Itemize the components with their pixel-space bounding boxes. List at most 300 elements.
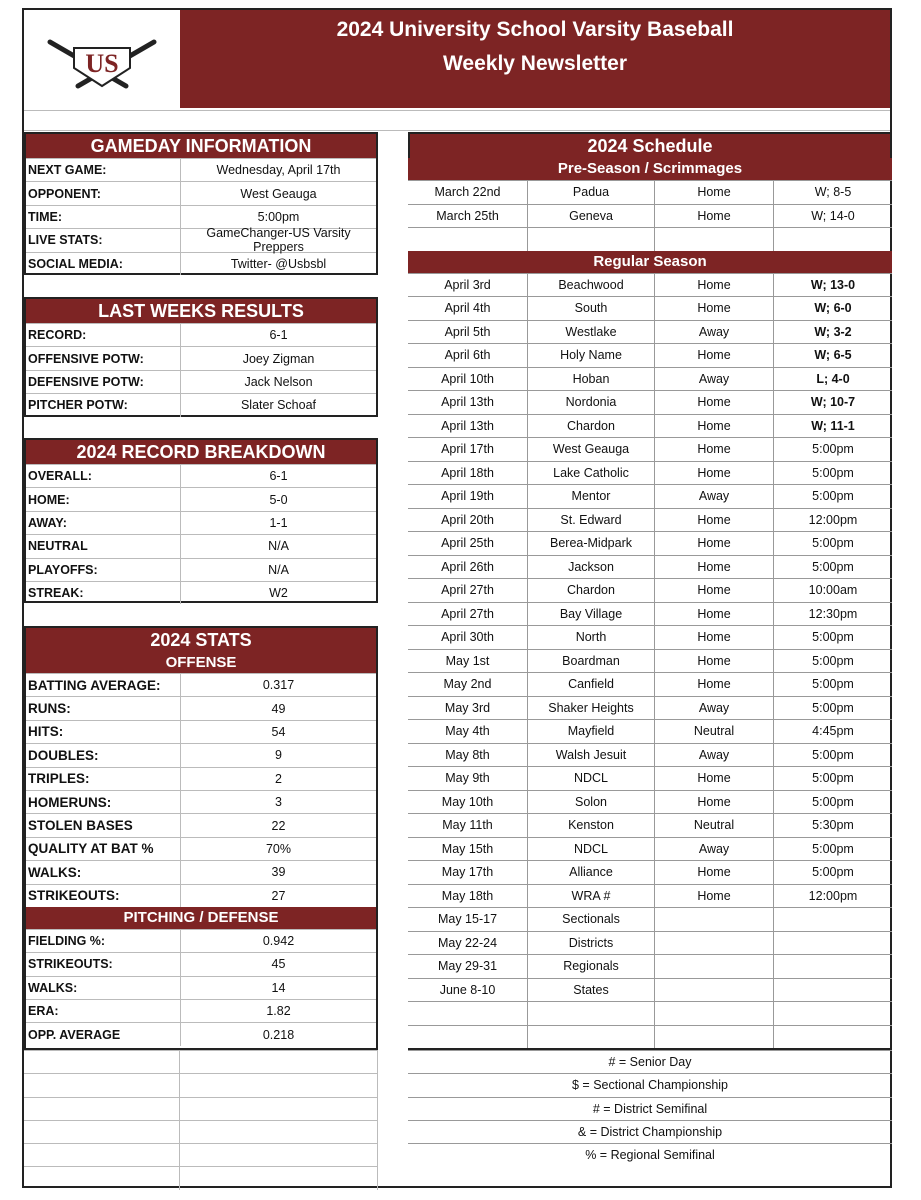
info-label: HOMERUNS: xyxy=(26,791,181,813)
game-result: 5:00pm xyxy=(812,794,854,809)
info-value: West Geauga xyxy=(240,186,317,201)
info-row xyxy=(26,884,376,907)
game-date: April 27th xyxy=(408,579,528,602)
info-value: 6-1 xyxy=(269,328,288,343)
logo-panel xyxy=(24,10,181,108)
game-date: April 10th xyxy=(408,368,528,391)
game-result xyxy=(774,228,892,251)
gameday-panel xyxy=(24,132,378,275)
info-row xyxy=(26,511,376,534)
schedule-row xyxy=(408,719,892,743)
info-label: RUNS: xyxy=(26,697,181,719)
game-opponent: Canfield xyxy=(528,673,655,696)
schedule-row xyxy=(408,273,892,297)
info-value: Wednesday, April 17th xyxy=(216,163,341,178)
game-date: April 25th xyxy=(408,532,528,555)
info-value: 14 xyxy=(271,980,286,995)
schedule-row xyxy=(408,907,892,931)
game-date: April 20th xyxy=(408,509,528,532)
schedule-row xyxy=(408,555,892,579)
game-opponent: Shaker Heights xyxy=(528,697,655,720)
info-row xyxy=(26,558,376,581)
info-label: WALKS: xyxy=(26,977,181,999)
newsletter-subtitle: Weekly Newsletter xyxy=(442,52,628,75)
game-opponent: Chardon xyxy=(528,415,655,438)
info-value: Twitter- @Usbsbl xyxy=(230,256,327,271)
game-date: May 4th xyxy=(408,720,528,743)
info-row xyxy=(26,860,376,883)
info-row xyxy=(26,370,376,393)
game-opponent: Solon xyxy=(528,791,655,814)
info-value: 2 xyxy=(275,771,282,786)
game-result: 4:45pm xyxy=(812,724,854,739)
svg-text:US: US xyxy=(85,49,119,78)
info-label: FIELDING %: xyxy=(26,930,181,952)
game-date: May 15th xyxy=(408,838,528,861)
last-week-panel xyxy=(24,297,378,417)
info-value: N/A xyxy=(268,539,289,554)
schedule-row xyxy=(408,227,892,251)
game-result: W; 11-1 xyxy=(811,418,855,433)
preseason-title: Pre-Season / Scrimmages xyxy=(408,158,892,180)
schedule-row xyxy=(408,296,892,320)
info-row xyxy=(26,929,376,952)
game-date: May 10th xyxy=(408,791,528,814)
info-label: PLAYOFFS: xyxy=(26,559,181,581)
game-opponent: NDCL xyxy=(528,838,655,861)
legend-item: # = Senior Day xyxy=(408,1050,892,1073)
game-site: Home xyxy=(655,767,774,790)
info-value: 0.218 xyxy=(262,1027,295,1042)
info-row xyxy=(26,346,376,369)
info-label: STOLEN BASES xyxy=(26,814,181,836)
game-date: June 8-10 xyxy=(408,979,528,1002)
game-opponent: North xyxy=(528,626,655,649)
game-date: April 13th xyxy=(408,391,528,414)
info-value: 70% xyxy=(265,841,292,856)
info-label: NEUTRAL xyxy=(26,535,181,557)
game-date: April 30th xyxy=(408,626,528,649)
game-result: 5:00pm xyxy=(812,442,854,457)
info-value: 1.82 xyxy=(266,1004,291,1019)
game-result xyxy=(774,932,892,955)
game-date: April 4th xyxy=(408,297,528,320)
schedule-row xyxy=(408,484,892,508)
game-opponent: Sectionals xyxy=(528,908,655,931)
game-result: 5:00pm xyxy=(812,653,854,668)
game-site: Home xyxy=(655,297,774,320)
info-value: 27 xyxy=(271,888,286,903)
game-result: W; 6-0 xyxy=(814,301,852,316)
game-site xyxy=(655,1026,774,1049)
game-result: 5:00pm xyxy=(812,771,854,786)
info-row xyxy=(26,837,376,860)
game-site: Home xyxy=(655,556,774,579)
game-result: W; 13-0 xyxy=(810,277,856,292)
game-date: April 27th xyxy=(408,603,528,626)
info-label: BATTING AVERAGE: xyxy=(26,674,181,696)
info-label: WALKS: xyxy=(26,861,181,883)
info-label: STRIKEOUTS: xyxy=(26,953,181,975)
info-label: QUALITY AT BAT % xyxy=(26,838,181,860)
game-date: May 29-31 xyxy=(408,955,528,978)
game-opponent: Nordonia xyxy=(528,391,655,414)
game-opponent: States xyxy=(528,979,655,1002)
game-site: Home xyxy=(655,791,774,814)
game-site xyxy=(655,1002,774,1025)
schedule-row xyxy=(408,343,892,367)
info-row xyxy=(26,226,376,255)
legend-box xyxy=(408,1048,892,1166)
game-site: Home xyxy=(655,626,774,649)
game-site: Away xyxy=(655,321,774,344)
us-baseball-logo-icon xyxy=(24,10,180,108)
game-date xyxy=(408,1026,528,1049)
game-opponent: Holy Name xyxy=(528,344,655,367)
info-row xyxy=(26,743,376,766)
schedule-row xyxy=(408,320,892,344)
info-value: 3 xyxy=(275,795,282,810)
schedule-row xyxy=(408,931,892,955)
schedule-row xyxy=(408,790,892,814)
game-site xyxy=(655,955,774,978)
schedule-row xyxy=(408,414,892,438)
schedule-row xyxy=(408,649,892,673)
stats-title: 2024 STATS xyxy=(26,628,376,652)
info-value: Jack Nelson xyxy=(244,374,313,389)
game-opponent xyxy=(528,1002,655,1025)
info-label: PITCHER POTW: xyxy=(26,394,181,416)
game-opponent: Westlake xyxy=(528,321,655,344)
info-row xyxy=(26,464,376,487)
game-opponent: Padua xyxy=(528,181,655,204)
schedule-row xyxy=(408,531,892,555)
info-row xyxy=(26,487,376,510)
gameday-title: GAMEDAY INFORMATION xyxy=(26,134,376,158)
info-value: 6-1 xyxy=(269,469,288,484)
game-opponent: Chardon xyxy=(528,579,655,602)
record-breakdown-title: 2024 RECORD BREAKDOWN xyxy=(26,440,376,464)
info-row xyxy=(26,696,376,719)
game-date xyxy=(408,1002,528,1025)
schedule-row xyxy=(408,672,892,696)
game-result: 5:00pm xyxy=(812,559,854,574)
schedule-row xyxy=(408,367,892,391)
game-result xyxy=(774,1002,892,1025)
info-value: 39 xyxy=(271,865,286,880)
info-value: 5-0 xyxy=(269,492,288,507)
game-result: 5:00pm xyxy=(812,841,854,856)
info-row xyxy=(26,205,376,228)
info-label: SOCIAL MEDIA: xyxy=(26,253,181,275)
schedule-row xyxy=(408,1001,892,1025)
info-value: 54 xyxy=(271,724,286,739)
game-opponent: Mayfield xyxy=(528,720,655,743)
schedule-row xyxy=(408,578,892,602)
last-week-title: LAST WEEKS RESULTS xyxy=(26,299,376,323)
game-site: Home xyxy=(655,205,774,228)
info-label: OFFENSIVE POTW: xyxy=(26,347,181,369)
game-date: May 2nd xyxy=(408,673,528,696)
game-date: May 8th xyxy=(408,744,528,767)
info-row xyxy=(26,534,376,557)
game-result xyxy=(774,979,892,1002)
schedule-row xyxy=(408,837,892,861)
legend-item: $ = Sectional Championship xyxy=(408,1073,892,1096)
info-label: LIVE STATS: xyxy=(26,229,181,251)
schedule-row xyxy=(408,954,892,978)
schedule-title: 2024 Schedule xyxy=(408,132,892,158)
info-value: Joey Zigman xyxy=(242,351,315,366)
game-date: April 17th xyxy=(408,438,528,461)
game-date: April 3rd xyxy=(408,274,528,297)
legend-item: % = Regional Semifinal xyxy=(408,1143,892,1166)
divider xyxy=(24,130,890,131)
game-result: W; 10-7 xyxy=(810,395,856,410)
stats-panel xyxy=(24,626,378,1050)
info-label: RECORD: xyxy=(26,324,181,346)
game-result: 12:00pm xyxy=(808,512,858,527)
schedule-row xyxy=(408,390,892,414)
game-result: 12:30pm xyxy=(808,606,858,621)
info-value: W2 xyxy=(269,586,288,601)
game-opponent: Geneva xyxy=(528,205,655,228)
game-date: May 1st xyxy=(408,650,528,673)
game-result: 5:30pm xyxy=(812,818,854,833)
game-site: Home xyxy=(655,438,774,461)
game-opponent xyxy=(528,1026,655,1049)
game-opponent: St. Edward xyxy=(528,509,655,532)
info-label: DEFENSIVE POTW: xyxy=(26,371,181,393)
info-row xyxy=(26,790,376,813)
info-row xyxy=(26,673,376,696)
info-row xyxy=(26,999,376,1022)
info-value: 49 xyxy=(271,701,286,716)
schedule-row xyxy=(408,696,892,720)
game-result xyxy=(774,955,892,978)
info-row xyxy=(26,581,376,604)
info-label: AWAY: xyxy=(26,512,181,534)
info-row xyxy=(26,952,376,975)
schedule-row xyxy=(408,978,892,1002)
game-result: 5:00pm xyxy=(812,465,854,480)
info-row xyxy=(26,767,376,790)
schedule-panel xyxy=(408,132,892,1166)
info-row xyxy=(26,720,376,743)
pitching-title: PITCHING / DEFENSE xyxy=(26,907,376,929)
schedule-row xyxy=(408,625,892,649)
game-date: May 9th xyxy=(408,767,528,790)
game-site xyxy=(655,932,774,955)
schedule-row xyxy=(408,860,892,884)
game-site: Home xyxy=(655,861,774,884)
info-row xyxy=(26,158,376,181)
info-row xyxy=(26,323,376,346)
game-opponent: Lake Catholic xyxy=(528,462,655,485)
game-result: 10:00am xyxy=(808,583,858,598)
game-result: 5:00pm xyxy=(812,865,854,880)
info-row xyxy=(26,813,376,836)
game-opponent: NDCL xyxy=(528,767,655,790)
game-result: 5:00pm xyxy=(812,700,854,715)
game-date: April 18th xyxy=(408,462,528,485)
blank-grid xyxy=(24,1050,378,1190)
game-site: Away xyxy=(655,744,774,767)
game-result: 5:00pm xyxy=(812,677,854,692)
info-value: 5:00pm xyxy=(257,209,300,224)
game-date: April 26th xyxy=(408,556,528,579)
info-row xyxy=(26,1022,376,1045)
game-opponent: West Geauga xyxy=(528,438,655,461)
offense-title: OFFENSE xyxy=(26,652,376,673)
info-label: TRIPLES: xyxy=(26,768,181,790)
schedule-row xyxy=(408,461,892,485)
info-label: OVERALL: xyxy=(26,465,181,487)
game-opponent: WRA # xyxy=(528,885,655,908)
game-opponent: Alliance xyxy=(528,861,655,884)
schedule-row xyxy=(408,602,892,626)
info-value: Slater Schoaf xyxy=(240,398,317,413)
schedule-row xyxy=(408,743,892,767)
info-row xyxy=(26,181,376,204)
game-result: W; 3-2 xyxy=(814,324,852,339)
game-result: W; 14-0 xyxy=(811,208,855,223)
game-opponent: Berea-Midpark xyxy=(528,532,655,555)
game-result: 5:00pm xyxy=(812,536,854,551)
game-opponent: Bay Village xyxy=(528,603,655,626)
newsletter-sheet xyxy=(22,8,892,1188)
game-opponent: Hoban xyxy=(528,368,655,391)
game-opponent: Regionals xyxy=(528,955,655,978)
divider xyxy=(24,110,890,111)
newsletter-header xyxy=(24,10,890,108)
schedule-row xyxy=(408,180,892,204)
game-result: W; 6-5 xyxy=(814,348,852,363)
game-site: Home xyxy=(655,603,774,626)
game-result xyxy=(774,908,892,931)
info-value: 1-1 xyxy=(269,515,288,530)
game-opponent: Jackson xyxy=(528,556,655,579)
info-row xyxy=(26,393,376,416)
game-date: April 6th xyxy=(408,344,528,367)
game-opponent: South xyxy=(528,297,655,320)
game-date xyxy=(408,228,528,251)
info-label: DOUBLES: xyxy=(26,744,181,766)
game-opponent: Beachwood xyxy=(528,274,655,297)
info-value: 45 xyxy=(271,957,286,972)
game-date: May 11th xyxy=(408,814,528,837)
game-date: May 22-24 xyxy=(408,932,528,955)
regular-season-title: Regular Season xyxy=(408,251,892,273)
info-label: HITS: xyxy=(26,721,181,743)
game-site: Home xyxy=(655,344,774,367)
schedule-row xyxy=(408,884,892,908)
game-opponent: Boardman xyxy=(528,650,655,673)
info-value: 9 xyxy=(275,748,282,763)
info-label: OPP. AVERAGE xyxy=(26,1023,181,1045)
game-opponent: Mentor xyxy=(528,485,655,508)
game-site xyxy=(655,228,774,251)
schedule-row xyxy=(408,1025,892,1049)
info-label: HOME: xyxy=(26,488,181,510)
game-result: L; 4-0 xyxy=(816,371,850,386)
game-site: Away xyxy=(655,485,774,508)
game-site: Home xyxy=(655,885,774,908)
info-label: TIME: xyxy=(26,206,181,228)
game-date: April 19th xyxy=(408,485,528,508)
legend-item: & = District Championship xyxy=(408,1120,892,1143)
newsletter-title-band xyxy=(180,10,890,108)
info-label: STREAK: xyxy=(26,582,181,604)
game-result: 12:00pm xyxy=(808,888,858,903)
legend-item: # = District Semifinal xyxy=(408,1097,892,1120)
game-site: Home xyxy=(655,650,774,673)
game-site: Away xyxy=(655,697,774,720)
schedule-row xyxy=(408,766,892,790)
game-site: Home xyxy=(655,415,774,438)
game-result: 5:00pm xyxy=(812,630,854,645)
game-site: Home xyxy=(655,391,774,414)
game-site xyxy=(655,908,774,931)
newsletter-title: 2024 University School Varsity Baseball xyxy=(336,18,734,41)
game-opponent: Walsh Jesuit xyxy=(528,744,655,767)
game-date: April 13th xyxy=(408,415,528,438)
game-date: May 15-17 xyxy=(408,908,528,931)
game-site: Away xyxy=(655,368,774,391)
game-date: May 17th xyxy=(408,861,528,884)
game-site: Home xyxy=(655,509,774,532)
schedule-row xyxy=(408,508,892,532)
game-site: Home xyxy=(655,181,774,204)
game-site: Home xyxy=(655,579,774,602)
info-value: 0.942 xyxy=(262,934,295,949)
info-label: NEXT GAME: xyxy=(26,159,181,181)
game-site: Neutral xyxy=(655,814,774,837)
schedule-row xyxy=(408,204,892,228)
game-result: 5:00pm xyxy=(812,489,854,504)
info-row xyxy=(26,252,376,275)
info-label: STRIKEOUTS: xyxy=(26,885,181,907)
game-site: Home xyxy=(655,462,774,485)
info-row xyxy=(26,976,376,999)
game-date: May 3rd xyxy=(408,697,528,720)
game-date: March 25th xyxy=(408,205,528,228)
game-date: March 22nd xyxy=(408,181,528,204)
game-result: W; 8-5 xyxy=(814,185,852,200)
info-value: 0.317 xyxy=(262,678,295,693)
schedule-row xyxy=(408,437,892,461)
game-result xyxy=(774,1026,892,1049)
schedule-row xyxy=(408,813,892,837)
info-value: 22 xyxy=(271,818,286,833)
info-label: OPPONENT: xyxy=(26,182,181,204)
game-result: 5:00pm xyxy=(812,747,854,762)
game-site: Away xyxy=(655,838,774,861)
record-breakdown-panel xyxy=(24,438,378,603)
game-site xyxy=(655,979,774,1002)
game-date: April 5th xyxy=(408,321,528,344)
game-date: May 18th xyxy=(408,885,528,908)
info-label: ERA: xyxy=(26,1000,181,1022)
game-opponent xyxy=(528,228,655,251)
game-opponent: Kenston xyxy=(528,814,655,837)
game-site: Home xyxy=(655,532,774,555)
info-value: N/A xyxy=(268,562,289,577)
game-opponent: Districts xyxy=(528,932,655,955)
game-site: Home xyxy=(655,274,774,297)
info-value: GameChanger-US Varsity Preppers xyxy=(206,226,351,255)
game-site: Home xyxy=(655,673,774,696)
